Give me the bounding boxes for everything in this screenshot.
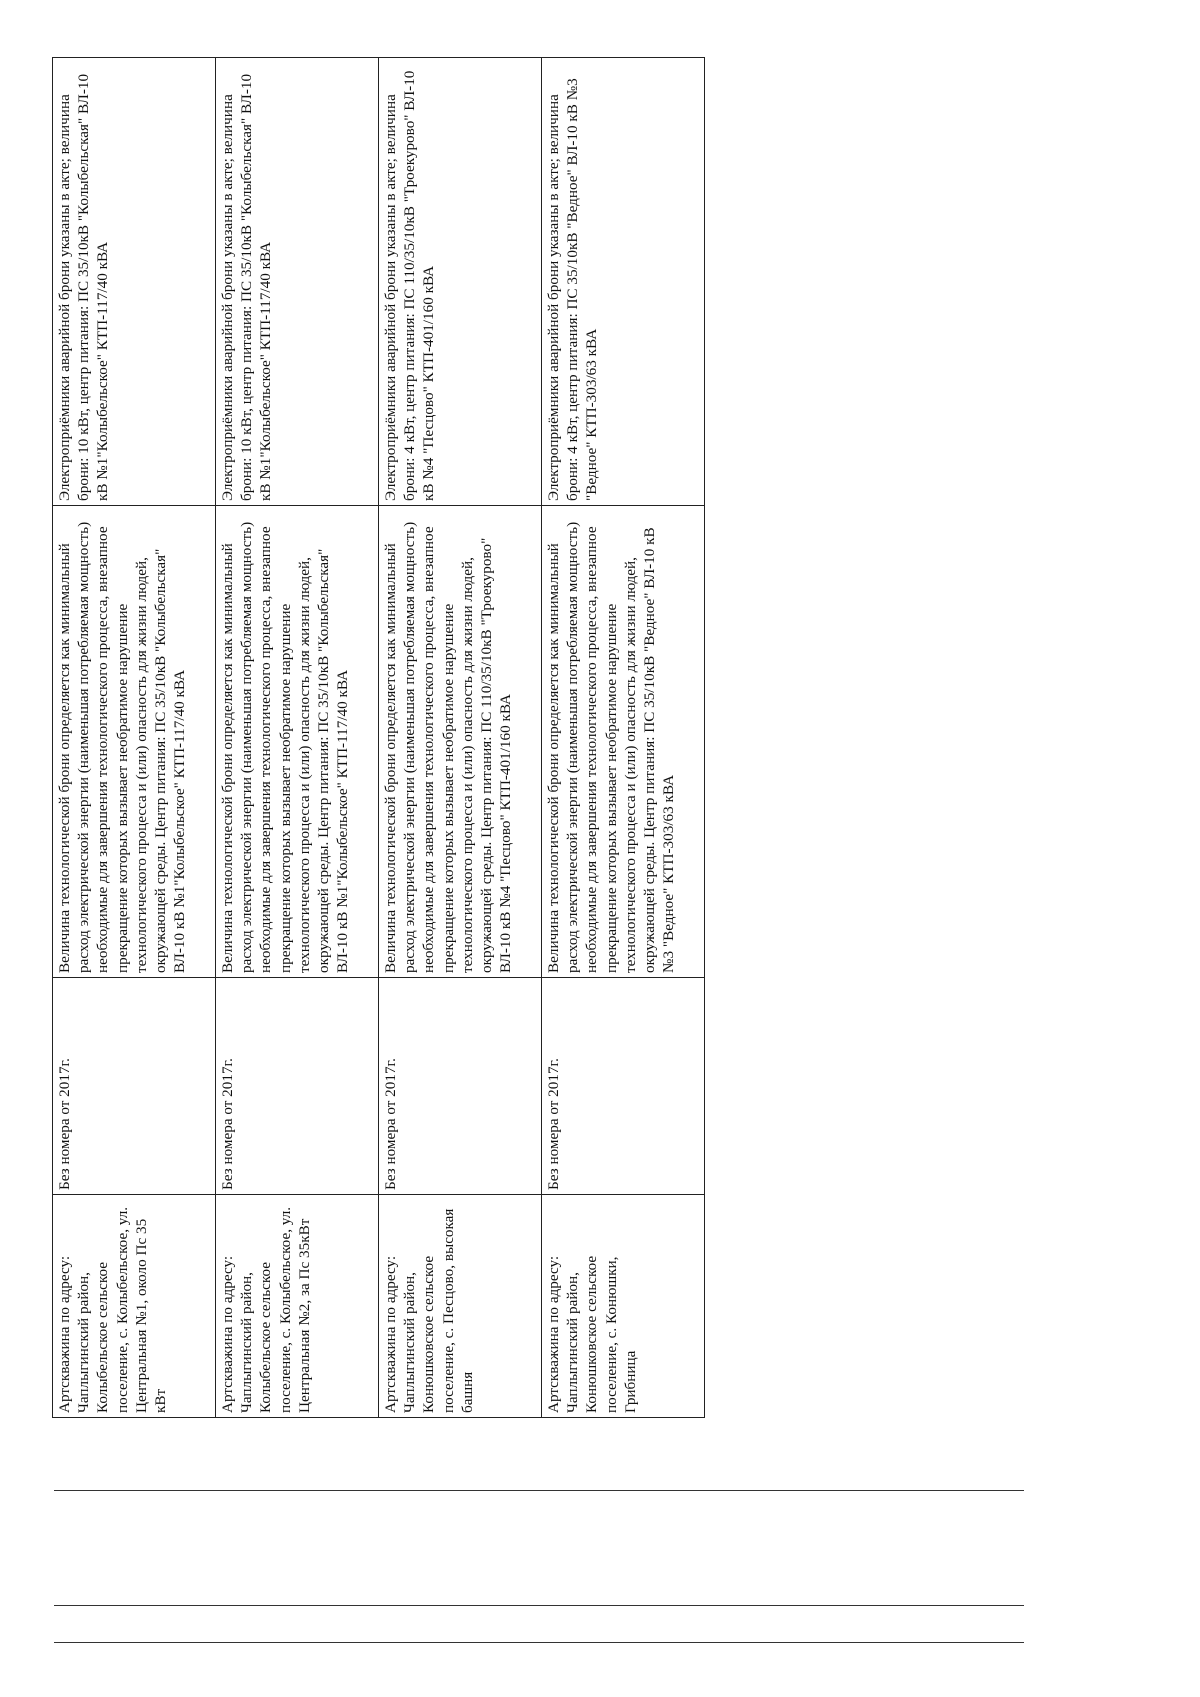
signature-line — [54, 1605, 1024, 1606]
rotated-table-container — [52, 58, 704, 1418]
table-row — [216, 58, 379, 1418]
technological-reserve-cell: Величина технологической брони определяется как минимальный расход электрической энергии (наименьшая потребляемая мощность) необходимые для завершения технологического процесса, внезапное прекращение которых вызывает необратимое нарушение технологического процесса и (или) опасность для жизни людей, окружающей среды. Центр питания: ПС 35/10кВ "Ведное" ВЛ-10 кВ №3 "Ведное" КТП-303/63 кВА — [542, 506, 705, 978]
technological-reserve-cell: Величина технологической брони определяется как минимальный расход электрической энергии (наименьшая потребляемая мощность) необходимые для завершения технологического процесса, внезапное прекращение которых вызывает необратимое нарушение технологического процесса и (или) опасность для жизни людей, окружающей среды. Центр питания: ПС 35/10кВ "Колыбельская" ВЛ-10 кВ №1"Колыбельское" КТП-117/40 кВА — [53, 506, 216, 978]
emergency-reserve-cell: Электроприёмники аварийной брони указаны в акте; величина брони: 10 кВт, центр питания: ПС 35/10кВ "Колыбельская" ВЛ-10 кВ №1"Колыбельское" КТП-117/40 кВА — [216, 58, 379, 506]
act-cell: Без номера от 2017г. — [53, 978, 216, 1195]
signature-line — [54, 1490, 1024, 1491]
act-cell: Без номера от 2017г. — [542, 978, 705, 1195]
emergency-reserve-cell: Электроприёмники аварийной брони указаны в акте; величина брони: 4 кВт, центр питания: ПС 110/35/10кВ "Троекурово" ВЛ-10 кВ №4 "Песцово" КТП-401/160 кВА — [379, 58, 542, 506]
technological-reserve-cell: Величина технологической брони определяется как минимальный расход электрической энергии (наименьшая потребляемая мощность) необходимые для завершения технологического процесса, внезапное прекращение которых вызывает необратимое нарушение технологического процесса и (или) опасность для жизни людей, окружающей среды. Центр питания: ПС 35/10кВ "Колыбельская" ВЛ-10 кВ №1"Колыбельское" КТП-117/40 кВА — [216, 506, 379, 978]
technological-reserve-cell: Величина технологической брони определяется как минимальный расход электрической энергии (наименьшая потребляемая мощность) необходимые для завершения технологического процесса, внезапное прекращение которых вызывает необратимое нарушение технологического процесса и (или) опасность для жизни людей, окружающей среды. Центр питания: ПС 110/35/10кВ "Троекурово" ВЛ-10 кВ №4 "Песцово" КТП-401/160 кВА — [379, 506, 542, 978]
object-cell: Артскважина по адресу: Чаплыгинский район, Конюшковское сельское поселение, с. Песцово, высокая башня — [379, 1195, 542, 1418]
object-cell: Артскважина по адресу: Чаплыгинский район, Колыбельское сельское поселение, с. Колыбельское, ул. Центральная №1, около Пс 35 кВт — [53, 1195, 216, 1418]
emergency-reserve-cell: Электроприёмники аварийной брони указаны в акте; величина брони: 10 кВт, центр питания: ПС 35/10кВ "Колыбельская" ВЛ-10 кВ №1"Колыбельское" КТП-117/40 кВА — [53, 58, 216, 506]
emergency-reserve-cell: Электроприёмники аварийной брони указаны в акте; величина брони: 4 кВт, центр питания: ПС 35/10кВ "Ведное" ВЛ-10 кВ №3 "Ведное" КТП-303/63 кВА — [542, 58, 705, 506]
object-cell: Артскважина по адресу: Чаплыгинский район, Конюшковское сельское поселение, с. Конюшки, Грибница — [542, 1195, 705, 1418]
act-cell: Без номера от 2017г. — [379, 978, 542, 1195]
table-row — [379, 58, 542, 1418]
table-row — [53, 58, 216, 1418]
table-row — [542, 58, 705, 1418]
act-cell: Без номера от 2017г. — [216, 978, 379, 1195]
signature-line — [54, 1642, 1024, 1643]
reservation-table — [52, 57, 705, 1418]
object-cell: Артскважина по адресу: Чаплыгинский район, Колыбельское сельское поселение, с. Колыбельское, ул. Центральная №2, за Пс 35кВт — [216, 1195, 379, 1418]
